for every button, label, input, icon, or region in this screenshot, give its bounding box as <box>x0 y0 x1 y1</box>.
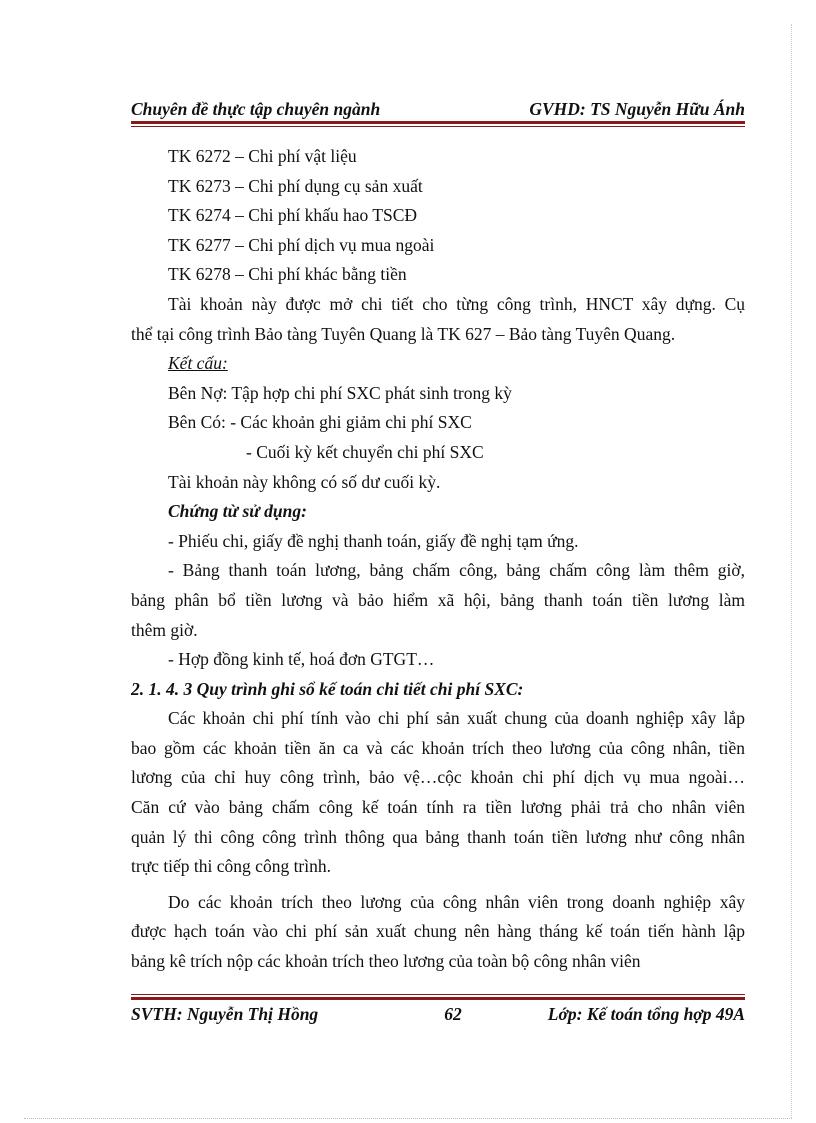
page-footer <box>131 1004 745 1025</box>
account-line: TK 6273 – Chi phí dụng cụ sản xuất <box>168 175 423 196</box>
document-item: - Phiếu chi, giấy đề nghị thanh toán, giấy đề nghị tạm ứng. <box>168 530 579 551</box>
paragraph-line: lương của chỉ huy công trình, bảo vệ…cộc khoản chi phí dịch vụ mua ngoài… <box>131 767 745 788</box>
page-edge-right <box>791 24 792 1118</box>
detail-paragraph-line: thể tại công trình Bảo tàng Tuyên Quang là TK 627 – Bảo tàng Tuyên Quang. <box>131 323 676 344</box>
credit-side-1: Bên Có: - Các khoản ghi giảm chi phí SXC <box>168 412 472 433</box>
header-rule-thick <box>131 121 745 124</box>
account-line: TK 6278 – Chi phí khác bằng tiền <box>168 264 407 285</box>
documents-heading <box>131 497 745 527</box>
paragraph-line: Căn cứ vào bảng chấm công kế toán tính ra tiền lương phải trả cho nhân viên <box>131 797 745 818</box>
structure-heading <box>131 349 745 379</box>
documents-label: Chứng từ sử dụng: <box>168 501 307 522</box>
document-item-line: - Bảng thanh toán lương, bảng chấm công, bảng chấm công làm thêm giờ, <box>168 560 745 581</box>
page-body <box>131 142 745 977</box>
document-item: - Hợp đồng kinh tế, hoá đơn GTGT… <box>168 649 435 670</box>
account-line: TK 6274 – Chi phí khấu hao TSCĐ <box>168 205 418 226</box>
paragraph-line: bao gồm các khoản tiền ăn ca và các khoản trích theo lương của công nhân, tiền <box>131 737 745 758</box>
footer-student: SVTH: Nguyễn Thị Hồng <box>131 1004 319 1024</box>
account-line: TK 6272 – Chi phí vật liệu <box>168 146 357 166</box>
document-item-line: thêm giờ. <box>131 619 198 640</box>
paragraph-line: trực tiếp thi công công trình. <box>131 856 331 877</box>
no-balance-note: Tài khoản này không có số dư cuối kỳ. <box>168 471 441 492</box>
paragraph-line: bảng kê trích nộp các khoản trích theo lương của toàn bộ công nhân viên <box>131 951 641 972</box>
document-item-line: bảng phân bổ tiền lương và bảo hiểm xã hội, bảng thanh toán tiền lương làm <box>131 589 745 610</box>
paragraph-line: Các khoản chi phí tính vào chi phí sản xuất chung của doanh nghiệp xây lắp <box>168 708 745 729</box>
section-heading: 2. 1. 4. 3 Quy trình ghi sổ kế toán chi tiết chi phí SXC: <box>131 678 524 699</box>
page-number: 62 <box>444 1004 462 1024</box>
footer-rule-thick <box>131 997 745 1000</box>
paragraph-line: quản lý thi công công trình thông qua bảng thanh toán tiền lương như công nhân <box>131 826 745 847</box>
account-line: TK 6277 – Chi phí dịch vụ mua ngoài <box>168 234 435 255</box>
credit-side-2: - Cuối kỳ kết chuyển chi phí SXC <box>246 441 484 462</box>
header-course-title: Chuyên đề thực tập chuyên ngành <box>131 99 381 119</box>
footer-rule-thin <box>131 994 745 995</box>
paragraph-line: được hạch toán vào chi phí sản xuất chung nên hàng tháng kế toán tiến hành lập <box>131 921 745 942</box>
footer-class: Lớp: Kế toán tổng hợp 49A <box>547 1004 745 1024</box>
header-supervisor: GVHD: TS Nguyễn Hữu Ánh <box>529 99 745 119</box>
debit-side: Bên Nợ: Tập hợp chi phí SXC phát sinh trong kỳ <box>168 382 512 403</box>
structure-label: Kết cấu: <box>168 353 228 374</box>
page-header <box>131 92 745 120</box>
detail-paragraph-line: Tài khoản này được mở chi tiết cho từng công trình, HNCT xây dựng. Cụ <box>168 293 745 314</box>
paragraph-line: Do các khoản trích theo lương của công nhân viên trong doanh nghiệp xây <box>168 891 745 912</box>
header-rule-thin <box>131 126 745 127</box>
page-edge-bottom <box>24 1118 792 1119</box>
